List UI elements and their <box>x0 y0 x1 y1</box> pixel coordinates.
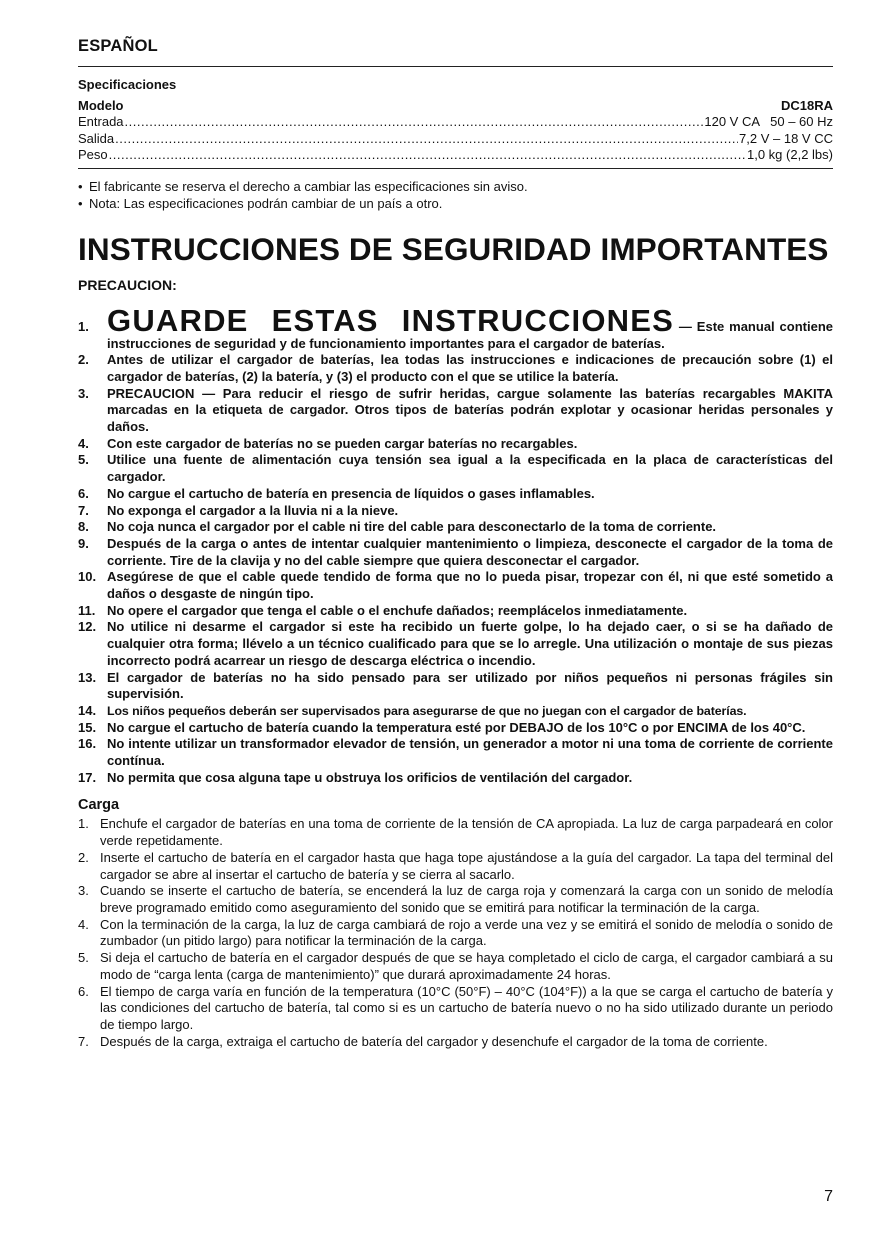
spec-model-label: Modelo <box>78 98 124 113</box>
spec-label: Entrada <box>78 114 124 129</box>
safety-rule <box>78 503 833 520</box>
charging-step <box>78 850 833 883</box>
safety-rule-1 <box>78 302 834 353</box>
language-heading: ESPAÑOL <box>78 37 158 55</box>
spec-label: Salida <box>78 130 115 146</box>
rule-number: 8. <box>78 519 89 535</box>
spec-value: 7,2 V – 18 V CC <box>739 130 833 146</box>
step-text: Cuando se inserte el cartucho de batería, se encenderá la luz de carga roja y comenzará la carga con un sonido de melodía breve programado emitido como aseguramiento del sonido que se emitirá para notificar la terminación de la carga. <box>100 883 833 915</box>
manual-page <box>78 36 833 1050</box>
safety-rule <box>78 703 833 720</box>
rule-number: 6. <box>78 485 89 501</box>
spec-value: 1,0 kg (2,2 lbs) <box>747 147 833 162</box>
rule-number: 13. <box>78 669 97 685</box>
step-text: Si deja el cartucho de batería en el cargador después de que se haya completado el ciclo de carga, el cargador cambiará a su modo de “carga lenta (carga de mantenimiento)” que durará aproximadamente 24 horas. <box>100 950 833 982</box>
safety-rules-list <box>78 302 834 787</box>
rule-text: No cargue el cartucho de batería cuando la temperatura esté por DEBAJO de los 10°C o por ENCIMA de los 40°C. <box>107 719 806 735</box>
charging-step <box>78 917 833 950</box>
safety-rule <box>78 603 833 620</box>
safety-rule <box>78 486 833 503</box>
note-text: El fabricante se reserva el derecho a cambiar las especificaciones sin aviso. <box>89 178 528 194</box>
spec-row-input <box>78 114 833 131</box>
safety-rule <box>78 569 833 602</box>
step-text: Después de la carga, extraiga el cartucho de batería del cargador y desenchufe el cargador de la toma de corriente. <box>100 1033 768 1049</box>
bullet-icon: • <box>78 178 83 194</box>
keep-instructions-heading: GUARDE ESTAS INSTRUCCIONES <box>107 302 675 338</box>
spec-model-row <box>78 98 833 114</box>
rule-text: No permita que cosa alguna tape u obstruya los orificios de ventilación del cargador. <box>107 769 633 785</box>
rule-text: PRECAUCION — Para reducir el riesgo de sufrir heridas, cargue solamente las baterías recargables MAKITA marcadas en la etiqueta de cargador. Otros tipos de baterías podrán explotar y ocasionar heridas personales y daños. <box>107 385 833 435</box>
rule-number: 9. <box>78 535 89 551</box>
spec-notes <box>78 178 833 212</box>
note-text: Nota: Las especificaciones podrán cambiar de un país a otro. <box>89 195 443 211</box>
rule-number: 5. <box>78 452 89 468</box>
rule-number: 12. <box>78 619 97 635</box>
safety-rule <box>78 452 833 485</box>
safety-rule <box>78 436 833 453</box>
rule-text-body: — Este manual contiene instrucciones de seguridad y de funcionamiento importantes para el cargador de baterías. <box>107 318 834 351</box>
caution-label: PRECAUCION: <box>78 276 177 293</box>
rule-text: Asegúrese de que el cable quede tendido de forma que no lo pueda pisar, tropezar con él, ni que esté sometido a daños o desgaste de ningún tipo. <box>107 569 833 602</box>
divider <box>78 168 833 169</box>
charging-step <box>78 883 833 916</box>
safety-rule <box>78 536 833 569</box>
leader-dots <box>125 114 704 131</box>
charging-step <box>78 1034 833 1051</box>
rule-number: 3. <box>78 385 89 401</box>
leader-dots <box>115 131 738 148</box>
step-text: Enchufe el cargador de baterías en una toma de corriente de la tensión de CA apropiada. La luz de carga parpadeará en color verde repetidamente. <box>100 816 833 849</box>
step-text: Con la terminación de la carga, la luz de carga cambiará de rojo a verde una vez y se emitirá el sonido de melodía o sonido de zumbador (un pitido largo) para notificar la terminación de la carga. <box>100 916 833 949</box>
rule-text: No utilice ni desarme el cargador si este ha recibido un fuerte golpe, lo ha dejado caer, o si se ha dañado de cualquier otra forma; llévelo a un técnico cualificado para que se lo arregle. Una utilización o montaje de sus piezas incorrecto podrá acarrear un riesgo de descarga eléctrica o incendio. <box>107 619 833 668</box>
safety-rule <box>78 770 833 787</box>
rule-text: Los niños pequeños deberán ser supervisados para asegurarse de que no juegan con el cargador de baterías. <box>107 703 747 718</box>
safety-rule <box>78 670 833 703</box>
spec-model-value: DC18RA <box>780 98 833 113</box>
rule-number: 2. <box>78 352 89 368</box>
safety-title: INSTRUCCIONES DE SEGURIDAD IMPORTANTES <box>78 230 829 267</box>
step-number: 2. <box>78 849 89 865</box>
step-number: 5. <box>78 950 89 966</box>
step-text: Inserte el cartucho de batería en el cargador hasta que haga tope ajustándose a la guía del cargador. La tapa del terminal del cargador se abre al insertar el cartucho de batería y se cierra al sacarlo. <box>100 849 833 882</box>
page-number: 7 <box>824 1188 833 1205</box>
spec-row-output <box>78 131 833 148</box>
rule-number: 10. <box>78 569 97 585</box>
step-number: 4. <box>78 916 89 932</box>
rule-number: 16. <box>78 736 97 752</box>
rule-number: 7. <box>78 502 89 518</box>
step-number: 7. <box>78 1033 89 1049</box>
rule-text: El cargador de baterías no ha sido pensado para ser utilizado por niños pequeños ni personas frágiles sin supervisión. <box>107 669 833 702</box>
note-item <box>78 195 833 212</box>
rule-text: No opere el cargador que tenga el cable o el enchufe dañados; reemplácelos inmediatamente. <box>107 602 688 618</box>
rule-number: 17. <box>78 769 97 785</box>
charging-step <box>78 816 833 849</box>
safety-rule <box>78 619 833 669</box>
safety-rule <box>78 736 833 769</box>
rule-text <box>107 302 834 353</box>
leader-dots <box>109 147 746 164</box>
spec-row-weight <box>78 147 833 164</box>
safety-rule <box>78 720 833 737</box>
rule-text: Después de la carga o antes de intentar cualquier mantenimiento o limpieza, desconecte el cargador de la toma de corriente. Tire de la clavija y no del cable siempre que quiera desconectar el cargador. <box>107 535 833 568</box>
rule-number: 1. <box>78 318 89 334</box>
rule-number: 15. <box>78 719 97 735</box>
spec-value: 120 V CA 50 – 60 Hz <box>704 114 833 129</box>
rule-number: 4. <box>78 435 89 451</box>
step-number: 3. <box>78 883 89 899</box>
rule-number: 14. <box>78 702 97 718</box>
step-number: 1. <box>78 816 89 832</box>
rule-text: Antes de utilizar el cargador de baterías, lea todas las instrucciones e indicaciones de precaución sobre (1) el cargador de baterías, (2) la batería, y (3) el producto con el que se utilice la batería. <box>107 352 833 384</box>
safety-rule <box>78 519 833 536</box>
charging-step <box>78 950 833 983</box>
rule-text: Con este cargador de baterías no se pueden cargar baterías no recargables. <box>107 435 578 451</box>
charging-steps-list <box>78 816 833 1050</box>
safety-rule <box>78 386 833 436</box>
rule-text: No exponga el cargador a la lluvia ni a la nieve. <box>107 502 399 518</box>
rule-number: 11. <box>78 602 96 618</box>
specifications-title: Specificaciones <box>78 77 177 92</box>
rule-text: No coja nunca el cargador por el cable ni tire del cable para desconectarlo de la toma de corriente. <box>107 519 717 535</box>
note-item <box>78 178 833 195</box>
divider <box>78 66 833 67</box>
safety-rule <box>78 352 833 385</box>
rule-text: Utilice una fuente de alimentación cuya tensión sea igual a la especificada en la placa de características del cargador. <box>107 452 833 485</box>
spec-label: Peso <box>78 147 108 162</box>
charging-title: Carga <box>78 797 120 814</box>
rule-text: No intente utilizar un transformador elevador de tensión, un generador a motor ni una toma de corriente de corriente contínua. <box>107 736 833 769</box>
charging-step <box>78 984 833 1034</box>
rule-text: No cargue el cartucho de batería en presencia de líquidos o gases inflamables. <box>107 485 595 501</box>
step-text: El tiempo de carga varía en función de la temperatura (10°C (50°F) – 40°C (104°F)) a la que se carga el cartucho de batería y las condiciones del cartucho de batería, tal como si es un cartucho de batería nuevo o no ha sido utilizado durante un periodo de tiempo largo. <box>100 983 833 1032</box>
bullet-icon: • <box>78 195 83 211</box>
step-number: 6. <box>78 983 89 999</box>
